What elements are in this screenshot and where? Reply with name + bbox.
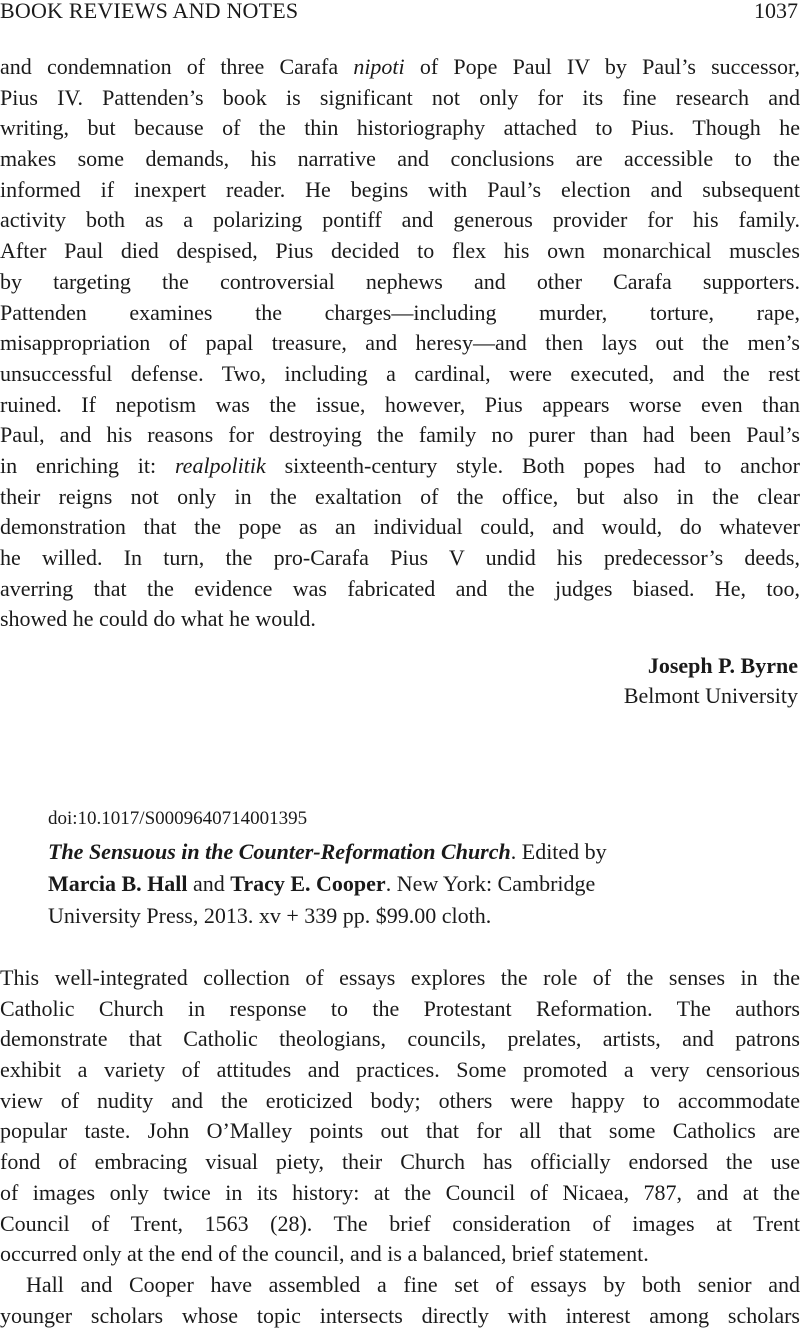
text-line: This well-integrated collection of essays explores the role of the senses in the <box>0 965 800 990</box>
book-title: The Sensuous in the Counter-Reformation Church <box>48 839 511 864</box>
text-line: ruined. If nepotism was the issue, however, Pius appears worse even than <box>0 391 800 417</box>
editor-name: Marcia B. Hall <box>48 871 188 896</box>
running-head-section: BOOK REVIEWS AND NOTES <box>0 0 299 23</box>
text-line: younger scholars whose topic intersects directly with interest among scholars <box>0 1302 800 1328</box>
reviewer-name: Joseph P. Byrne <box>647 653 798 678</box>
text-line: their reigns not only in the exaltation of the office, but also in the clear <box>0 483 800 509</box>
text-line: by targeting the controversial nephews and other Carafa supporters. <box>0 268 800 294</box>
review-2-paragraph-2 <box>0 1270 800 1331</box>
text-line: activity both as a polarizing pontiff and generous provider for his family. <box>0 207 800 233</box>
text-line: view of nudity and the eroticized body; others were happy to accommodate <box>0 1087 800 1113</box>
reviewer-affiliation: Belmont University <box>623 683 798 708</box>
italic-term: realpolitik <box>174 452 266 478</box>
text-line: Pius IV. Pattenden’s book is significant not only for its fine research and <box>0 84 800 110</box>
text-line: After Paul died despised, Pius decided to flex his own monarchical muscles <box>0 238 800 264</box>
text-line: and condemnation of three Carafa nipoti of Pope Paul IV by Paul’s successor, <box>0 54 800 79</box>
page-number: 1037 <box>754 0 798 23</box>
editor-name: Tracy E. Cooper <box>230 871 386 896</box>
text-line: Council of Trent, 1563 (28). The brief consideration of images at Trent <box>0 1210 800 1236</box>
text-line: demonstration that the pope as an individual could, and would, do whatever <box>0 514 800 540</box>
text-line: he willed. In turn, the pro-Carafa Pius V undid his predecessor’s deeds, <box>0 545 800 570</box>
text-line: Catholic Church in response to the Protestant Reformation. The authors <box>0 995 800 1021</box>
text-line: averring that the evidence was fabricated and the judges biased. He, too, <box>0 575 800 601</box>
text-line: showed he could do what he would. <box>0 606 316 632</box>
text-line: exhibit a variety of attitudes and practices. Some promoted a very censorious <box>0 1057 800 1083</box>
book-citation <box>48 836 708 932</box>
text-line: Pattenden examines the charges—including murder, torture, rape, <box>0 299 800 325</box>
citation-line: The Sensuous in the Counter-Reformation Church. Edited by <box>48 839 607 864</box>
review-2-paragraph-1 <box>0 963 800 1270</box>
citation-line: Marcia B. Hall and Tracy E. Cooper. New York: Cambridge <box>48 871 596 896</box>
text-line: Hall and Cooper have assembled a fine set of essays by both senior and <box>26 1272 800 1297</box>
review-1-paragraph <box>0 52 800 635</box>
text-line: writing, but because of the thin historiography attached to Pius. Though he <box>0 115 800 141</box>
text-line: popular taste. John O’Malley points out that for all that some Catholics are <box>0 1118 800 1144</box>
text-line: informed if inexpert reader. He begins with Paul’s election and subsequent <box>0 176 800 202</box>
citation-line: University Press, 2013. xv + 339 pp. $99.00 cloth. <box>48 903 492 928</box>
text-line: demonstrate that Catholic theologians, councils, prelates, artists, and patrons <box>0 1026 800 1052</box>
text-line: misappropriation of papal treasure, and heresy—and then lays out the men’s <box>0 330 800 356</box>
doi-line: doi:10.1017/S0009640714001395 <box>48 808 308 829</box>
text-line: of images only twice in its history: at the Council of Nicaea, 787, and at the <box>0 1179 800 1205</box>
text-line: in enriching it: realpolitik sixteenth-century style. Both popes had to anchor <box>0 452 800 478</box>
running-head <box>0 0 800 26</box>
text-line: occurred only at the end of the council, and is a balanced, brief statement. <box>0 1241 649 1267</box>
text-line: fond of embracing visual piety, their Church has officially endorsed the use <box>0 1149 800 1175</box>
italic-term: nipoti <box>353 54 405 79</box>
text-line: makes some demands, his narrative and conclusions are accessible to the <box>0 146 800 172</box>
text-line: unsuccessful defense. Two, including a cardinal, were executed, and the rest <box>0 360 800 386</box>
text-line: Paul, and his reasons for destroying the family no purer than had been Paul’s <box>0 422 800 448</box>
